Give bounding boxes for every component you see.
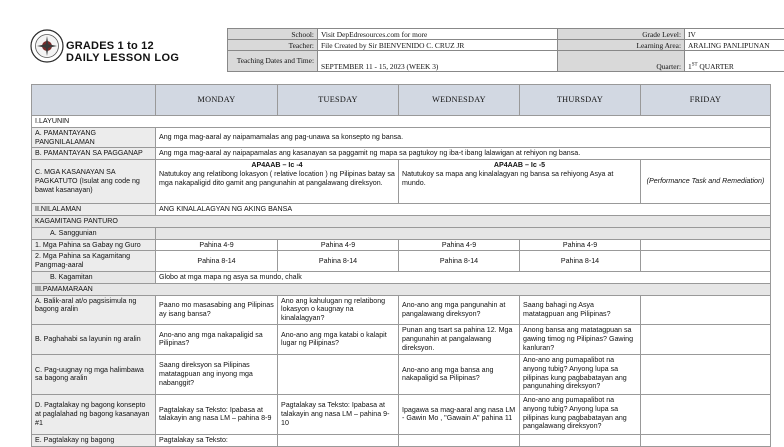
- balik-thu: Saang bahagi ng Asya matatagpuan ang Pilipinas?: [520, 295, 641, 324]
- pamamaraan-label: III.PAMAMARAAN: [32, 283, 771, 295]
- kagamitan-mag-wed: Pahina 8-14: [399, 251, 520, 272]
- table-row: [32, 160, 771, 204]
- gabay-wed: Pahina 4-9: [399, 239, 520, 251]
- kagamitan-label: B. Kagamitan: [32, 271, 156, 283]
- pagtalakay-fri: [641, 394, 771, 434]
- info-table: [227, 28, 784, 72]
- kagamitan-mag-label: 2. Mga Pahina sa Kagamitang Pangmag-aaral: [32, 251, 156, 272]
- pagtalakay2-label: E. Pagtalakay ng bagong: [32, 434, 156, 446]
- kasanayan-text-1: Natutukoy ang relatibong lokasyon ( relative location ) ng Pilipinas batay sa mga nakapaligid dito gamit ang pangunahin at pangalawang direksyon.: [159, 170, 395, 187]
- quarter-label: Quarter:: [558, 51, 685, 72]
- table-row: [32, 283, 771, 295]
- pagtalakay2-thu: [520, 434, 641, 446]
- pagtalakay2-fri: [641, 434, 771, 446]
- grade-level-value: IV: [685, 29, 784, 40]
- day-header-row: [32, 85, 771, 116]
- table-row: [32, 394, 771, 434]
- grade-level-label: Grade Level:: [558, 29, 685, 40]
- gabay-thu: Pahina 4-9: [520, 239, 641, 251]
- gabay-fri: [641, 239, 771, 251]
- table-row: [32, 227, 771, 239]
- paghahabi-mon: Ano-ano ang mga nakapaligid sa Pilipinas?: [156, 324, 278, 354]
- day-friday: FRIDAY: [641, 85, 771, 116]
- paghahabi-fri: [641, 324, 771, 354]
- pagtalakay-wed: Ipagawa sa mag-aaral ang nasa LM - Gawin Mo , "Gawain A" pahina 11: [399, 394, 520, 434]
- kasanayan-cell-2: [399, 160, 641, 204]
- teacher-value: File Created by Sir BIENVENIDO C. CRUZ JR: [318, 40, 558, 51]
- pag-uugnay-thu: Ano-ano ang pumapalibot na anyong tubig? Anyong lupa sa pilipinas kung pagbabatayan ang pangunahing direksyon?: [520, 354, 641, 394]
- learning-area-value: ARALING PANLIPUNAN: [685, 40, 784, 51]
- paghahabi-thu: Anong bansa ang matatagpuan sa gawing timog ng Pilipinas? Gawing kanluran?: [520, 324, 641, 354]
- pag-uugnay-tue: [278, 354, 399, 394]
- school-value: Visit DepEdresources.com for more: [318, 29, 558, 40]
- teacher-label: Teacher:: [228, 40, 318, 51]
- kasanayan-label: C. MGA KASANAYAN SA PAGKATUTO (Isulat ang code ng bawat kasanayan): [32, 160, 156, 204]
- kagamitan-text: Globo at mga mapa ng asya sa mundo, chalk: [156, 271, 771, 283]
- pag-uugnay-wed: Ano-ano ang mga bansa ang nakapaligid sa Pilipinas?: [399, 354, 520, 394]
- kagamitan-mag-thu: Pahina 8-14: [520, 251, 641, 272]
- paghahabi-label: B. Paghahabi sa layunin ng aralin: [32, 324, 156, 354]
- nilalaman-label: II.NILALAMAN: [32, 204, 156, 216]
- corner-cell: [32, 85, 156, 116]
- table-row: [32, 354, 771, 394]
- pagtalakay2-tue: [278, 434, 399, 446]
- pag-uugnay-mon: Saang direksyon sa Pilipinas matatagpuan ang inyong mga nabanggit?: [156, 354, 278, 394]
- paghahabi-tue: Ano-ano ang mga katabi o kalapit lugar ng Pilipinas?: [278, 324, 399, 354]
- competency-code-2: AP4AAB – Ic -5: [402, 161, 637, 170]
- table-row: [32, 271, 771, 283]
- table-row: [32, 251, 771, 272]
- table-row: [32, 215, 771, 227]
- pagtalakay-label: D. Pagtalakay ng bagong konsepto at paglalahad ng bagong kasanayan #1: [32, 394, 156, 434]
- day-monday: MONDAY: [156, 85, 278, 116]
- pag-uugnay-label: C. Pag-uugnay ng mga halimbawa sa bagong aralin: [32, 354, 156, 394]
- gabay-label: 1. Mga Pahina sa Gabay ng Guro: [32, 239, 156, 251]
- pagtalakay2-wed: [399, 434, 520, 446]
- sanggunian-empty: [156, 227, 771, 239]
- kasanayan-text-2: Natutukoy sa mapa ang kinalalagyan ng bansa sa rehiyong Asya at mundo.: [402, 170, 613, 187]
- table-row: [32, 295, 771, 324]
- table-row: [32, 239, 771, 251]
- dates-value: SEPTEMBER 11 - 15, 2023 (WEEK 3): [318, 51, 558, 72]
- quarter-value: 1ST QUARTER: [685, 51, 784, 72]
- pagganap-label: B. PAMANTAYAN SA PAGGANAP: [32, 148, 156, 160]
- learning-area-label: Learning Area:: [558, 40, 685, 51]
- kagamitang-label: KAGAMITANG PANTURO: [32, 215, 771, 227]
- pagtalakay-tue: Pagtalakay sa Teksto: Ipabasa at talakayin ang nasa LM – pahina 9-10: [278, 394, 399, 434]
- page-subtitle: DAILY LESSON LOG: [66, 52, 179, 64]
- pagganap-text: Ang mga mag-aaral ay naipapamalas ang kasanayan sa paggamit ng mapa sa pagtukoy ng iba-t ibang lalawigan at rehiyon ng bansa.: [156, 148, 771, 160]
- paghahabi-wed: Punan ang tsart sa pahina 12. Mga pangunahin at pangalawang direksyon.: [399, 324, 520, 354]
- day-tuesday: TUESDAY: [278, 85, 399, 116]
- page-title: GRADES 1 to 12: [66, 40, 154, 52]
- school-label: School:: [228, 29, 318, 40]
- pamantayang-text: Ang mga mag-aaral ay naipamamalas ang pag-unawa sa konsepto ng bansa.: [156, 127, 771, 148]
- dates-label: Teaching Dates and Time:: [228, 51, 318, 72]
- gabay-tue: Pahina 4-9: [278, 239, 399, 251]
- kasanayan-cell-1: [156, 160, 399, 204]
- table-row: [32, 116, 771, 128]
- friday-note: (Performance Task and Remediation): [641, 160, 771, 204]
- pagtalakay2-mon: Pagtalakay sa Teksto:: [156, 434, 278, 446]
- balik-mon: Paano mo masasabing ang Pilipinas ay isang bansa?: [156, 295, 278, 324]
- pagtalakay-mon: Pagtalakay sa Teksto: Ipabasa at talakayin ang nasa LM – pahina 8-9: [156, 394, 278, 434]
- kagamitan-mag-fri: [641, 251, 771, 272]
- deped-seal-icon: [30, 29, 64, 63]
- header: [30, 28, 770, 74]
- day-thursday: THURSDAY: [520, 85, 641, 116]
- kagamitan-mag-tue: Pahina 8-14: [278, 251, 399, 272]
- pag-uugnay-fri: [641, 354, 771, 394]
- table-row: [32, 204, 771, 216]
- sanggunian-label: A. Sanggunian: [32, 227, 156, 239]
- section-layunin: I.LAYUNIN: [32, 116, 771, 128]
- balik-tue: Ano ang kahulugan ng relatibong lokasyon o kaugnay na kinalalagyan?: [278, 295, 399, 324]
- pamantayang-label: A. PAMANTAYANG PANGNILALAMAN: [32, 127, 156, 148]
- balik-label: A. Balik-aral at/o pagsisimula ng bagong aralin: [32, 295, 156, 324]
- pagtalakay-thu: Ano-ano ang pumapalibot na anyong tubig? Anyong lupa sa pilipinas kung pagbabatayan ang pangalawang direksyon?: [520, 394, 641, 434]
- table-row: [32, 148, 771, 160]
- balik-fri: [641, 295, 771, 324]
- table-row: [32, 434, 771, 446]
- competency-code-1: AP4AAB – Ic -4: [159, 161, 395, 170]
- nilalaman-text: ANG KINALALAGYAN NG AKING BANSA: [156, 204, 771, 216]
- day-wednesday: WEDNESDAY: [399, 85, 520, 116]
- gabay-mon: Pahina 4-9: [156, 239, 278, 251]
- kagamitan-mag-mon: Pahina 8-14: [156, 251, 278, 272]
- lesson-table: [31, 84, 771, 447]
- table-row: [32, 324, 771, 354]
- table-row: [32, 127, 771, 148]
- balik-wed: Ano-ano ang mga pangunahin at pangalawang direksyon?: [399, 295, 520, 324]
